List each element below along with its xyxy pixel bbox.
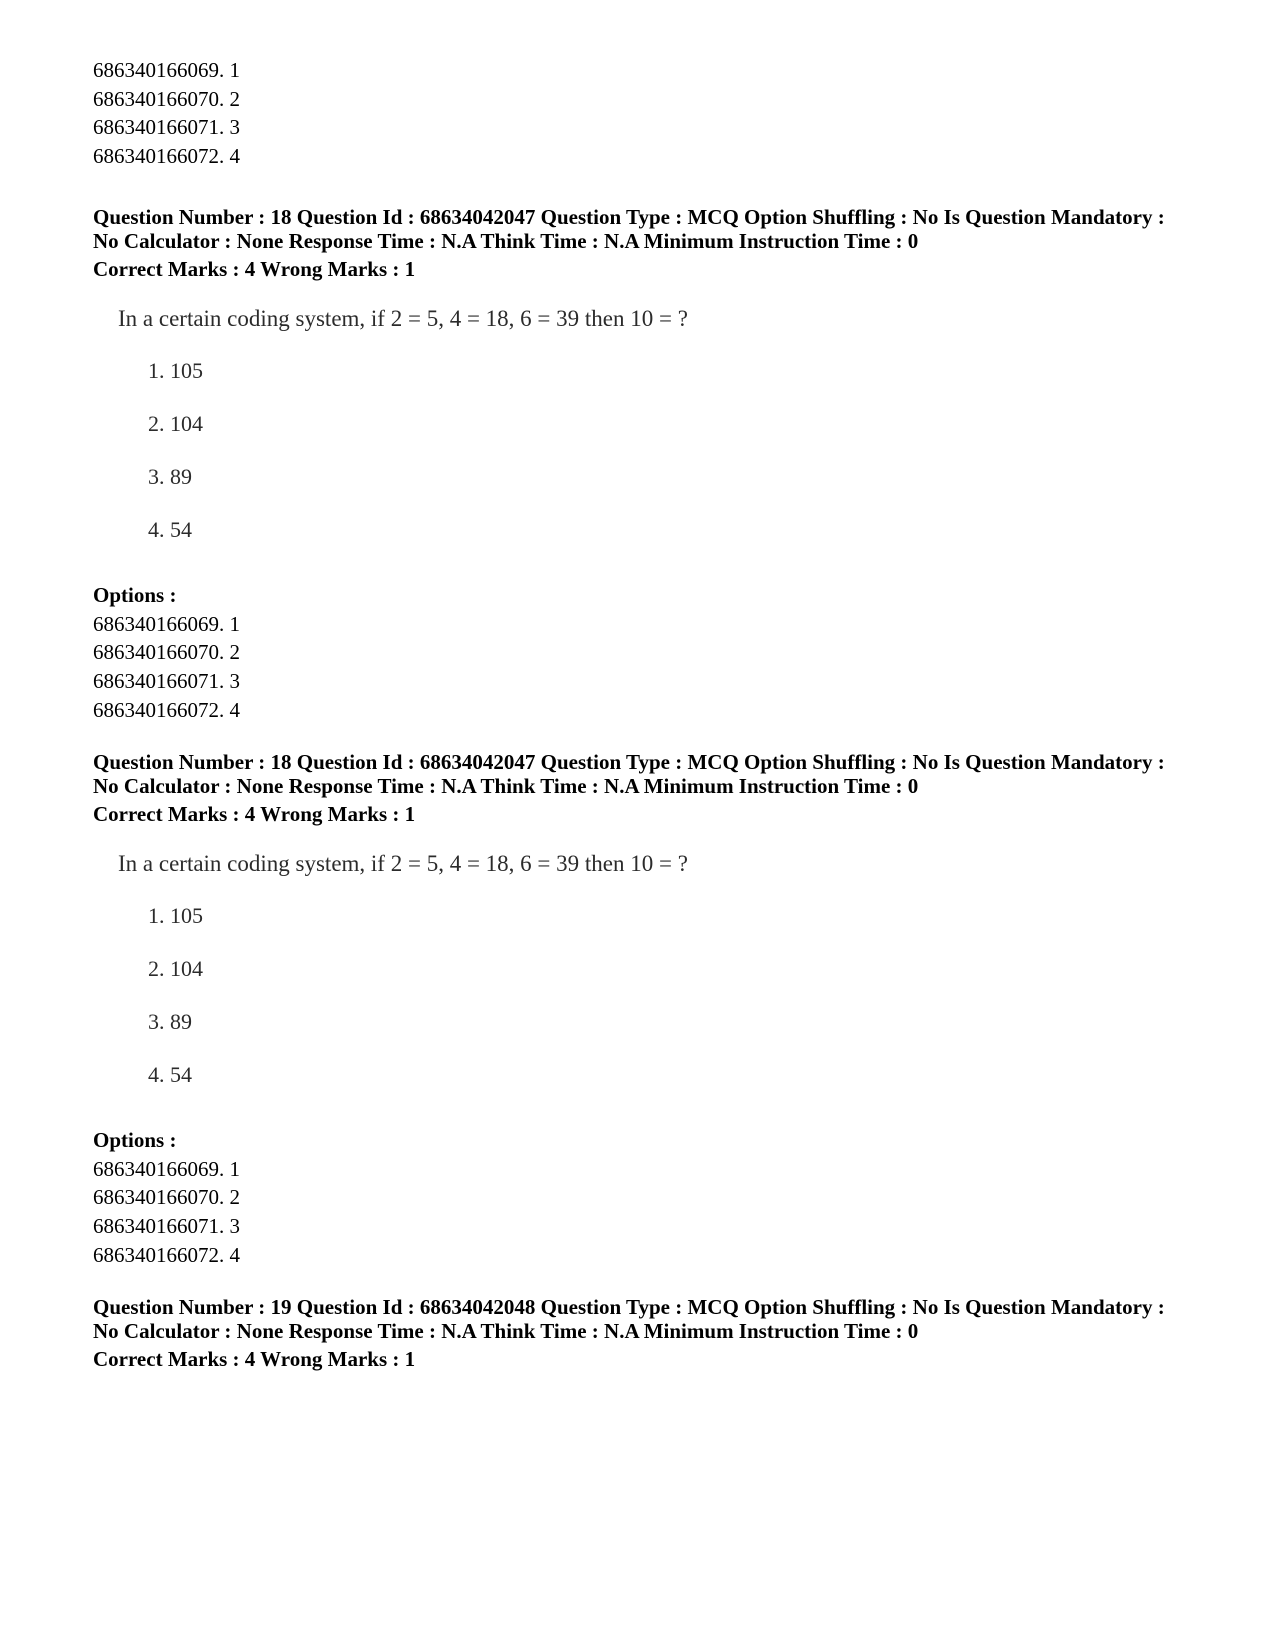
question-choice: 1. 105 bbox=[148, 358, 203, 383]
question-meta-line-2: No Calculator : None Response Time : N.A Think Time : N.A Minimum Instruction Time : 0 bbox=[93, 774, 919, 798]
question-text: In a certain coding system, if 2 = 5, 4 = 18, 6 = 39 then 10 = ? bbox=[118, 306, 688, 331]
option-line: 686340166069. 1 bbox=[93, 1156, 240, 1181]
option-line: 686340166070. 2 bbox=[93, 1185, 240, 1210]
previous-options-list bbox=[93, 56, 240, 171]
question-image bbox=[118, 850, 688, 1087]
question-choice: 3. 89 bbox=[148, 1009, 192, 1034]
question-meta-line-2: No Calculator : None Response Time : N.A Think Time : N.A Minimum Instruction Time : 0 bbox=[93, 1319, 919, 1343]
question-header bbox=[93, 205, 1213, 281]
question-meta-line-2: No Calculator : None Response Time : N.A Think Time : N.A Minimum Instruction Time : 0 bbox=[93, 229, 919, 253]
options-list bbox=[93, 581, 240, 725]
question-choice: 2. 104 bbox=[148, 411, 203, 436]
question-header bbox=[93, 750, 1213, 826]
question-choice: 4. 54 bbox=[148, 517, 192, 542]
option-line: 686340166071. 3 bbox=[93, 1214, 240, 1239]
question-marks: Correct Marks : 4 Wrong Marks : 1 bbox=[93, 1347, 416, 1371]
option-line: 686340166070. 2 bbox=[93, 86, 240, 111]
option-line: 686340166071. 3 bbox=[93, 669, 240, 694]
question-meta-line-1: Question Number : 19 Question Id : 68634042048 Question Type : MCQ Option Shuffling : No Is Question Mandatory : bbox=[93, 1295, 1165, 1319]
question-choice: 4. 54 bbox=[148, 1062, 192, 1087]
options-list bbox=[93, 1126, 240, 1270]
question-text: In a certain coding system, if 2 = 5, 4 = 18, 6 = 39 then 10 = ? bbox=[118, 851, 688, 876]
question-image bbox=[118, 305, 688, 542]
question-marks: Correct Marks : 4 Wrong Marks : 1 bbox=[93, 257, 416, 281]
question-marks: Correct Marks : 4 Wrong Marks : 1 bbox=[93, 802, 416, 826]
option-line: 686340166071. 3 bbox=[93, 115, 240, 140]
option-line: 686340166069. 1 bbox=[93, 58, 240, 82]
option-line: 686340166069. 1 bbox=[93, 611, 240, 636]
option-line: 686340166070. 2 bbox=[93, 640, 240, 665]
option-line: 686340166072. 4 bbox=[93, 697, 240, 722]
question-choice: 2. 104 bbox=[148, 956, 203, 981]
question-choice: 3. 89 bbox=[148, 464, 192, 489]
question-meta-line-1: Question Number : 18 Question Id : 68634042047 Question Type : MCQ Option Shuffling : No Is Question Mandatory : bbox=[93, 205, 1165, 229]
question-header bbox=[93, 1295, 1213, 1371]
question-choice: 1. 105 bbox=[148, 903, 203, 928]
question-meta-line-1: Question Number : 18 Question Id : 68634042047 Question Type : MCQ Option Shuffling : No Is Question Mandatory : bbox=[93, 750, 1165, 774]
option-line: 686340166072. 4 bbox=[93, 1242, 240, 1267]
options-heading: Options : bbox=[93, 1128, 177, 1152]
option-line: 686340166072. 4 bbox=[93, 144, 240, 169]
options-heading: Options : bbox=[93, 583, 177, 607]
